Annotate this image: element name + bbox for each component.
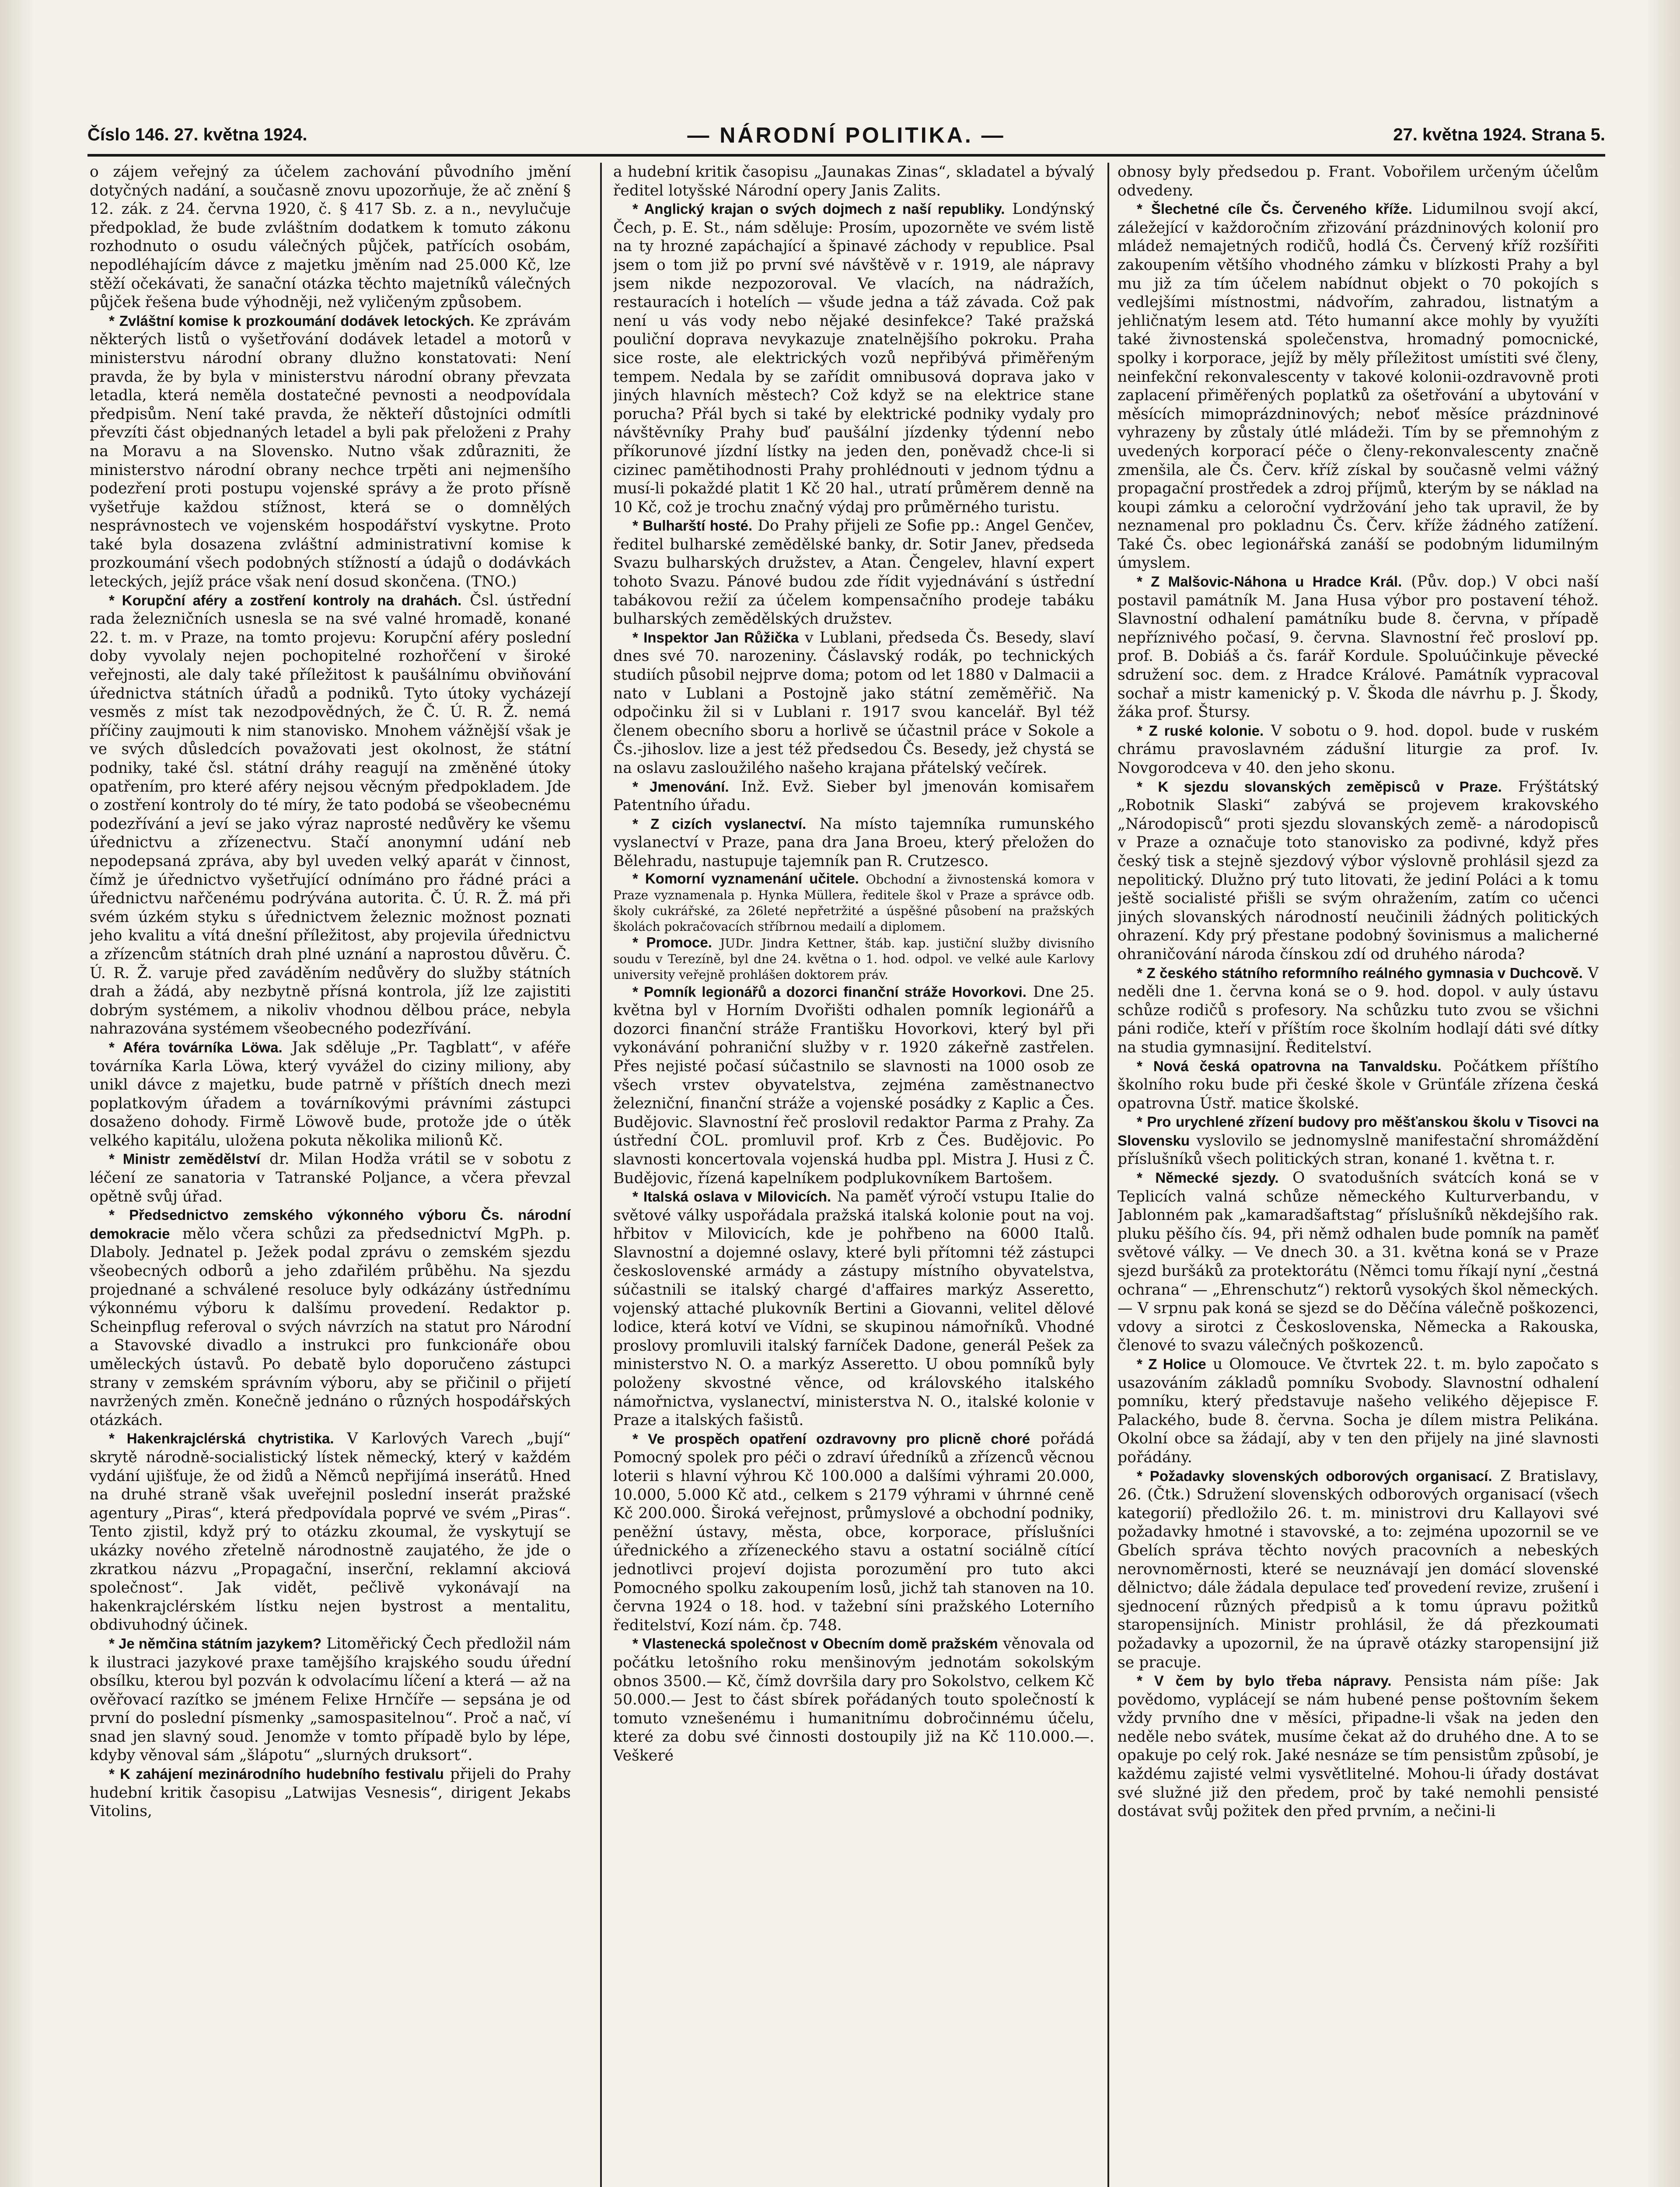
article-paragraph bbox=[613, 1188, 1094, 1430]
article-body: V Karlových Varech „bují“ skrytě národně-socialistický lístek německý, který v každém vydání ujišťuje, že od židů a Němců nepřijímá inserátů. Hned na druhé straně však uveřejnil poslední inserát pražské agentury „Piras“, která předpovídala poprvé ve svém „Piras“. Tento zjistil, když prý to otázku zkoumal, že vyskytují se ukázky nového zřetelně národnostně zaujatého, že jde o zkratkou názvu „Propagační, inserční, reklamní akciová společnost“. Jak vidět, pečlivě vykonávají na hakenkrajclérském lístku nejen bystrost a mentalitu, obdivuhodný účinek. bbox=[90, 1430, 571, 1634]
article-heading: * Korupční aféry a zostření kontroly na drahách. bbox=[109, 592, 462, 608]
page-edge-shadow-right bbox=[1645, 0, 1680, 2187]
article-body: Dne 25. května byl v Horním Dvořišti odhalen pomník legionářů a dozorci finanční stráže Františku Hovorkovi, který byl při vykonávání pohraniční služby v r. 1920 zákeřně zastřelen. Přes nejisté počasí súčastnilo se slavnosti na 1000 osob ze všech vrstev obyvatelstva, zejména zaměstnanectvo železniční, finanční stráže a vojenské posádky z Kaplic a Čes. Budějovic. Slavnostní řeč proslovil redaktor Parma z Prahy. Za ústřední ČOL. promluvil prof. Krb z Čes. Budějovic. Po slavnosti koncertovala vojenská hudba ppl. Mistra J. Husi z Č. Budějovic, řízená kapelníkem podplukovníkem Bartošem. bbox=[613, 983, 1094, 1187]
article-paragraph bbox=[613, 1635, 1094, 1765]
article-body: Obchodní a živnostenská komora v Praze vyznamenala p. Hynka Müllera, ředitele škol v Praze a správce odb. školy cukrářské, za 26leté nepřetržité a úspěšné působení na pražských školách pokračovacích stříbrnou medailí a diplomem. bbox=[613, 872, 1094, 934]
article-paragraph bbox=[1118, 778, 1599, 964]
article-paragraph bbox=[613, 1430, 1094, 1635]
article-body: Na paměť výročí vstupu Italie do světové války uspořádala pražská italská kolonie pout na voj. hřbitov v Milovicích, kde je pohřbeno na 6000 Italů. Slavnostní a dojemné oslavy, které byli přítomni též zástupci československé armády a zástupy místního obyvatelstva, súčastnili se italský chargé d'affaires markýz Asseretto, vojenský attaché plukovník Bertini a Giovanni, velitel dělové lodice, která kotví ve Vídni, se skupinou námořníků. Vhodné proslovy promluvili italský farníček Dadone, generál Pešek za ministerstvo N. O. a markýz Asseretto. U obou pomníků byly položeny skvostné věnce, od královského italského námořnictva, vyslanectví, ministerstva N. O., italské kolonie v Praze a italských fašistů. bbox=[613, 1188, 1094, 1429]
article-body: V sobotu o 9. hod. dopol. bude v ruském chrámu pravoslavném zádušní liturgie za prof. Iv. Novgorodceva v 40. den jeho skonu. bbox=[1118, 722, 1599, 777]
article-heading: * Ve prospěch opatření ozdravovny pro plicně choré bbox=[632, 1430, 1030, 1447]
article-body: mělo včera schůzi za předsednictví MgPh. p. Dlaboly. Jednatel p. Ježek podal zprávu o zemském sjezdu všeobecných odborů a jeho zdařilém průběhu. Na sjezdu projednané a schválené resoluce byly odkázány ústřednímu výkonnému výboru k dalšímu provedení. Redaktor p. Scheinpflug referoval o svých návrzích na statut pro Národní a Stavovské divadlo a instrukci pro funkcionáře obou uměleckých ústavů. Po debatě bylo doporučeno zástupci strany v zemském správním výboru, aby se přičinil o přijetí navržených změn. Konečně jednáno o různých hospodářských otázkách. bbox=[90, 1225, 571, 1429]
article-heading: * Německé sjezdy. bbox=[1137, 1170, 1279, 1186]
article-body: pořádá Pomocný spolek pro péči o zdraví úředníků a zřízenců věcnou loterii s hlavní výhrou Kč 100.000 a dalšími výhrami 20.000, 10.000, 5.000 Kč atd., celkem s 2179 výhrami v úhrnné ceně Kč 200.000. Široká veřejnost, průmyslové a obchodní podniky, peněžní ústavy, města, obce, korporace, příslušníci úřednického a zřízeneckého stavu a ostatní sociálně cítící jednotlivci projeví dojista porozumění pro tuto akci Pomocného spolku zakoupením losů, jichž tah stanoven na 10. června 1924 o 18. hod. v tažební síni pražského Loterního ředitelství, Kozí nám. čp. 748. bbox=[613, 1430, 1094, 1634]
article-heading: * Z Holice bbox=[1137, 1356, 1206, 1372]
article-body: Čsl. ústřední rada železničních usnesla se na své valné hromadě, konané 22. t. m. v Praze, na tomto projevu: Korupční aféry poslední doby vyvolaly nejen pochopitelné rozhořčení v široké veřejnosti, ale daly také příležitost k paušálnímu obviňování úřednictva státních úřadů a podniků. Tyto útoky vycházejí vesměs z míst tak nezodpovědných, že Č. Ú. R. Ž. nemá příčiny zaujmouti k nim stanovisko. Mnohem vážnější však je ve svých důsledcích považovati jest okolnost, že státní podniky, také čsl. státní dráhy reagují na změněné útoky opatřením, pro které aféry nejsou věcným předpokladem. Jde o zostření kontroly do té míry, že tato podobá se všeobecnému podezřívání a jeví se jako výraz naprosté nedůvěry ke všemu úřednictvu a zřízenectvu. Stačí anonymní udání neb nepodepsaná zpráva, aby byl uveden velký aparát v činnost, čímž je úřednictvo vyšetřující odnímáno pro řádné práci a úřednictvu nařčenému podrývána autorita. Č. Ú. R. Ž. má při svém úzkém styku s úřednictvem železnic možnost poznati jeho kvalitu a vítá dnešní příležitost, aby projevila úřednictvu a zřízencům státních drah plné uznání a naprostou důvěru. Č. Ú. R. Ž. varuje před zaváděním nedůvěry do služby státních drah a žádá, aby nezbytně přísná kontrola, jíž lze zajistiti dobrým systémem, a nikoliv vhodnou dělbou práce, nebyla nahrazována systémem všeobecného podezřívání. bbox=[90, 591, 571, 1038]
article-paragraph bbox=[1118, 1355, 1599, 1467]
article-body: vyslovilo se jednomyslně manifestační shromáždění příslušníků všech politických stran, konané 1. května t. r. bbox=[1118, 1132, 1599, 1168]
article-heading: * K sjezdu slovanských zeměpisců v Praze. bbox=[1137, 778, 1502, 795]
article-body: a hudební kritik časopisu „Jaunakas Zinas“, skladatel a bývalý ředitel lotyšské Národní opery Janis Zalits. bbox=[613, 163, 1094, 199]
article-body: Pensista nám píše: Jak povědomo, vyplácejí se nám hubené pense poštovním šekem vždy prvního dne v měsíci, připadne-li však na jeden den neděle nebo svátek, musíme čekat až do druhého dne. A to se opakuje po celý rok. Jaké nesnáze se tím pensistům způsobí, je každému zajisté velmi vysvětlitelné. Mohou-li úřady dostávat své služné již den předem, proč by také nemohli pensisté dostávat svůj požitek den před prvním, a nečini-li bbox=[1118, 1672, 1599, 1820]
page-edge-shadow-left bbox=[0, 0, 35, 2187]
article-body: přijeli do Prahy hudební kritik časopisu „Latwijas Vesnesis“, dirigent Jekabs Vitolins, bbox=[90, 1765, 571, 1820]
article-body: v Lublani, předseda Čs. Besedy, slaví dnes své 70. narozeniny. Čáslavský rodák, po technických studiích působil nejprve doma; potom od let 1880 v Dalmacii a nato v Lublani a Postojně jako státní zeměměřič. Na odpočinku žil si v Lublani r. 1917 svou kancelář. Byl též členem obecního sboru a horlivě se účastnil práce v Sokole a Čs.-jihoslov. lize a jest též předsedou Čs. Besedy, jež chystá se na oslavu zasloužilého našeho krajana přátelský večírek. bbox=[613, 629, 1094, 777]
article-heading: * Zvláštní komise k prozkoumání dodávek letockých. bbox=[109, 312, 475, 329]
article-body: dr. Milan Hodža vrátil se v sobotu z léčení ze sanatoria v Tatranské Poljance, a včera převzal opětně svůj úřad. bbox=[90, 1150, 571, 1205]
article-paragraph bbox=[90, 1765, 571, 1821]
article-heading: * Z českého státního reformního reálného gymnasia v Duchcově. bbox=[1137, 964, 1583, 981]
article-paragraph bbox=[613, 778, 1094, 815]
article-heading: * Inspektor Jan Růžička bbox=[632, 629, 799, 646]
article-paragraph bbox=[90, 1038, 571, 1150]
article-heading: * Promoce. bbox=[632, 934, 712, 950]
article-body: o zájem veřejný za účelem zachování původního jmění dotyčných nadání, a současně znovu upozorňuje, že ač znění § 12. zák. z 24. června 1920, č. § 417 Sb. z. a n., nevylučuje předpoklad, že bude zvláštním dodatkem k tomuto zákonu rozhodnuto o osudu válečných půjček, patřících osobám, nepodléhajícím dávce z majetku jměním nad 25.000 Kč, lze stěží očekávati, že sanační otázka těchto majetníků válečných půjček řešena bude výhodněji, než vyličeným způsobem. bbox=[90, 163, 571, 311]
article-body: V neděli dne 1. června koná se o 9. hod. dopol. v auly ústavu schůze rodičů s profesory. Na schůzku tuto zvou se všichni páni rodiče, kteří v příštím roce školním hodlají dáti své dítky na studia gymnasijní. Ředitelství. bbox=[1118, 964, 1599, 1056]
article-body: u Olomouce. Ve čtvrtek 22. t. m. bylo započato s usazováním základů pomníku Svobody. Slavnostní odhalení pomníku, který představuje našeho velikého dějepisce F. Palackého, bude 8. června. Socha je dílem mistra Pelikána. Okolní obce sa žádají, aby v ten den přijely na jiné slavnosti pořádány. bbox=[1118, 1356, 1599, 1466]
article-heading: * V čem by bylo třeba nápravy. bbox=[1137, 1673, 1392, 1689]
article-heading: * Je němčina státním jazykem? bbox=[109, 1635, 322, 1652]
article-heading: * Pro urychlené zřízení budovy pro měšťanskou školu v Tisovci na Slovensku bbox=[1118, 1114, 1599, 1149]
article-paragraph bbox=[1118, 964, 1599, 1057]
article-heading: * Aféra továrníka Löwa. bbox=[109, 1039, 283, 1055]
article-heading: * Nová česká opatrovna na Tanvaldsku. bbox=[1137, 1058, 1442, 1074]
article-paragraph bbox=[613, 629, 1094, 778]
article-paragraph bbox=[90, 1429, 571, 1635]
article-heading: * Ministr zemědělství bbox=[109, 1151, 261, 1167]
column-divider-2 bbox=[1107, 163, 1109, 2187]
article-paragraph bbox=[1118, 200, 1599, 573]
article-paragraph bbox=[1118, 1467, 1599, 1672]
article-heading: * K zahájení mezinárodního hudebního festivalu bbox=[109, 1766, 444, 1782]
article-paragraph bbox=[1118, 722, 1599, 778]
article-body: Inž. Evž. Sieber byl jmenován komisařem Patentního úřadu. bbox=[613, 778, 1094, 814]
article-paragraph bbox=[613, 871, 1094, 935]
article-heading: * Vlastenecká společnost v Obecním domě pražském bbox=[632, 1635, 998, 1652]
article-body: Počátkem příštího školního roku bude při české škole v Grünťále zřízena česká opatrovna Ústř. matice školské. bbox=[1118, 1057, 1599, 1112]
article-paragraph bbox=[1118, 1672, 1599, 1821]
article-heading: * Jmenování. bbox=[632, 778, 729, 795]
article-paragraph bbox=[1118, 1113, 1599, 1169]
article-body: O svatodušních svátcích koná se v Teplicích valná schůze německého Kulturverbandu, v Jablonném pak „kamaradšaftstag“ příslušníků někdejšího rak. pluku pěšího čís. 94, při němž odhalen bude pomník na paměť světové války. — Ve dnech 30. a 31. května koná se v Praze sjezd buršáků za protektorátu (Němci tomu říkají nyní „čestná ochrana“ — „Ehrenschutz“) rektorů vysokých škol německých. — V srpnu pak koná se sjezd se do Děčína válečně poškozenci, vdovy a sirotci z Československa, Německa a Rakouska, členové to svazu válečných poškozenců. bbox=[1118, 1169, 1599, 1355]
column-divider-1 bbox=[600, 163, 602, 2187]
article-paragraph bbox=[613, 815, 1094, 871]
text-column-2 bbox=[613, 163, 1094, 2187]
article-paragraph bbox=[613, 517, 1094, 629]
article-paragraph bbox=[90, 1635, 571, 1765]
article-heading: * Bulharští hosté. bbox=[632, 517, 753, 534]
article-heading: * Italská oslava v Milovicích. bbox=[632, 1188, 831, 1205]
article-body: Do Prahy přijeli ze Sofie pp.: Angel Genčev, ředitel bulharské zemědělské banky, dr. Sotir Janev, předseda Svazu bulharských družstev, a Atan. Čengelev, hlavní expert tohoto Svazu. Pánové budou zde řídit vyjednávání s ústřední tabákovou režií za účelem kompensačního prodeje tabáku bulharských zemědělských družstev. bbox=[613, 517, 1094, 628]
article-body: Z Bratislavy, 26. (Čtk.) Sdružení slovenských odborových organisací (všech kategorií) předložilo 26. t. m. ministrovi dru Kallayovi své požadavky hmotné i stavovské, a to: zejména upozornil se ve Gbelích správa těchto nových pracovních a nebeských nerovnoměrnosti, které se neuznávají jen domácí slovenské dělnictvo; dále žádala depulace teď provedení revize, zrušení i sjednocení různých předpisů a k tomu úpravu požitků staropensijních. Ministr prohlásil, že dá přezkoumati požadavky a upozornil, že na úpravě otázky staropensijní již se pracuje. bbox=[1118, 1467, 1599, 1671]
article-body: Na místo tajemníka rumunského vyslanectví v Praze, pana dra Jana Broeu, který přeložen do Bělehradu, nastupuje tajemník pan R. Crutzesco. bbox=[613, 815, 1094, 870]
article-paragraph bbox=[1118, 1057, 1599, 1113]
article-paragraph bbox=[90, 1150, 571, 1206]
text-column-1 bbox=[90, 163, 571, 2187]
article-heading: * Komorní vyznamenání učitele. bbox=[632, 870, 859, 887]
article-body: Jak sděluje „Pr. Tagblatt“, v aféře továrníka Karla Löwa, který vyvážel do ciziny miliony, aby unikl dávce z majetku, bude patrně v příštích dnech mezi poplatkovým úřadem a továrníkovými právními zástupci dosaženo dohody. Firmě Löwově bude, protože jde o útěk velkého kapitálu, uložena pokuta několika milionů Kč. bbox=[90, 1038, 571, 1149]
issue-number-date: Číslo 146. 27. května 1924. bbox=[87, 125, 307, 144]
article-heading: * Pomník legionářů a dozorci finanční stráže Hovorkovi. bbox=[632, 983, 1027, 1000]
newspaper-title: — NÁRODNÍ POLITIKA. — bbox=[687, 123, 1006, 147]
article-body: Lidumilnou svojí akcí, záležející v každoročním zřizování prázdninových kolonií pro mládež nemajetných rodičů, hodlá Čs. Červený kříž rozšířiti zakoupením většího vhodného zámku v blízkosti Prahy a byl mu již za tím účelem nabídnut objekt o 70 pokojích s vedlejšími místnostmi, nádvořím, zahradou, listnatým a jehličnatým lesem atd. Této humanní akce mohly by využíti také živnostenská společenstva, hromadný pomocnické, spolky i korporace, jejíž by měly příležitost umístiti své členy, neinfekční rekonvalescenty v takové kolonii-ozdravovně proti zaplacení přiměřených poplatků za ošetřování a ubytování v měsících mimoprázdninových; neboť měsíce prázdninové vyhrazeny by zůstaly útlé mládeži. Tím by se přemnohým z uvedených korporací péče o členy-rekonvalescenty značně zmenšila, ale Čs. Červ. kříž získal by současně velmi vážný propagační prostředek a zdroj příjmů, kterým by se náklad na koupi zámku a celoroční vydržování jeho tak upravil, že by neznamenal pro pokladnu Čs. Červ. kříže žádného zatížení. Také Čs. obec legionářská zanáší se podobným lidumilným úmyslem. bbox=[1118, 200, 1599, 572]
article-body: obnosy byly předsedou p. Frant. Vobořilem určeným účelům odvedeny. bbox=[1118, 163, 1599, 199]
article-paragraph bbox=[90, 1206, 571, 1429]
article-paragraph bbox=[613, 200, 1094, 517]
article-heading: * Požadavky slovenských odborových organisací. bbox=[1137, 1467, 1492, 1484]
article-paragraph bbox=[1118, 1169, 1599, 1355]
article-body: (Pův. dop.) V obci naší postavil památník M. Jana Husa výbor pro postavení téhož. Slavnostní odhalení památníku bude 8. června, v případě nepříznivého počasí, 9. června. Slavnostní řeč prosloví pp. prof. B. Dobiáš a čs. farář Kordule. Spoluúčinkuje pěvecké sdružení soc. dem. z Hradce Králové. Památník vypracoval sochař a mistr kamenický p. V. Škoda dle návrhu p. J. Škody, žáka prof. Štursy. bbox=[1118, 573, 1599, 721]
article-paragraph bbox=[90, 163, 571, 312]
article-body: Frýštátský „Robotnik Slaski“ zabývá se projevem krakovského „Národopisců“ proti sjezdu slovanských země- a národopisců v Praze a označuje toto stanovisko za podivné, když přes český tisk a stejně sjezdový výbor výslovně prohlásil sjezd za nepolitický. Dlužno prý tuto litovati, že jediní Poláci a k tomu ještě socialisté přišli se svým ohražením, zatím co učenci jiných slovanských národností neučinili žádných politických ohrazení. Kdy prý přestane podobný šovinismus a malicherné ohraničování národa čínskou zdí od druhého národa? bbox=[1118, 778, 1599, 963]
article-body: věnovala od počátku letošního roku menšinovým jednotám sokolským obnos 3500.— Kč, čímž dovršila dary pro Sokolstvo, celkem Kč 50.000.— Jest to část sbírek pořádaných touto společností k tomuto vznešenému i humanitnímu dobročinnému účelu, které za dobu své činnosti dostoupily již na Kč 110.000.—. Veškeré bbox=[613, 1635, 1094, 1764]
page-date-number: 27. května 1924. Strana 5. bbox=[1393, 125, 1605, 144]
text-column-3 bbox=[1118, 163, 1599, 2187]
article-body: Ke zprávám některých listů o vyšetřování dodávek letadel a motorů v ministerstvu národní obrany dlužno konstatovati: Není pravda, že by byla v ministerstvu národní obrany převzata letadla, která neměla dostatečné pevnosti a neodpovídala předpisům. Není také pravda, že někteří důstojníci odmítli převzíti část objednaných letadel a byli pak přeloženi z Prahy na Moravu a na Slovensko. Nutno však zdůrazniti, že ministerstvo národní obrany nechce trpěti ani nejmenšího podezření proti postupu vojenské správy a že proto přísně vyšetřuje každou stížnost, která se o domnělých nesprávnostech ve vojenském hospodářství vyskytne. Proto také byla dosazena zvláštní administrativní komise k prozkoumání všech podobných stížností a údajů o dodávkách leteckých, jejíž práce však není dosud skončena. (TNO.) bbox=[90, 312, 571, 591]
header-rule bbox=[87, 154, 1605, 157]
article-heading: * Z cizích vyslanectví. bbox=[632, 815, 807, 832]
article-body: Litoměřický Čech předložil nám k ilustraci jazykové praxe tamějšího krajského soudu úřední obsílku, kterou byl pozván k odvolacímu líčení a která — až na ověřovací razítko se jménem Felixe Hrnčíře — sepsána je od první do poslední písmenky „samospasitelnou“. Proč a nač, ví snad jen slavný soud. Jenomže v tomto případě bylo by lépe, kdyby věnoval sám „šlápotu“ „slurných druksort“. bbox=[90, 1635, 571, 1764]
article-heading: * Hakenkrajclérská chytristika. bbox=[109, 1430, 334, 1447]
article-paragraph bbox=[90, 591, 571, 1038]
article-paragraph bbox=[613, 983, 1094, 1188]
article-paragraph bbox=[613, 163, 1094, 200]
article-paragraph bbox=[613, 935, 1094, 983]
article-heading: * Z Malšovic-Náhona u Hradce Král. bbox=[1137, 573, 1402, 590]
article-body: JUDr. Jindra Kettner, štáb. kap. justiční služby divisního soudu v Terezíně, byl dne 24. května o 1. hod. odpol. ve velké aule Karlovy university veřejně prohlášen doktorem práv. bbox=[613, 936, 1094, 982]
article-heading: * Anglický krajan o svých dojmech z naší republiky. bbox=[632, 201, 1005, 217]
article-body: Londýnský Čech, p. E. St., nám sděluje: Prosím, upozorněte ve svém listě na ty hrozné zapáchající a špinavé záchody v republice. Psal jsem o tom již po první své návštěvě v r. 1919, ale nápravy jsem nikde nezpozoroval. Ve vlacích, na nádražích, restauracích i hotelích — všude jedna a táž závada. Což pak není u vás vody nebo nějaké desinfekce? Také pražská pouliční doprava nevykazuje znatelnějšího pokroku. Praha sice roste, ale elektrických vozů nepřibývá přiměřeným tempem. Nedala by se zařídit omnibusová doprava jako v jiných hlavních městech? Což když se na elektrice stane porucha? Přál bych si také by elektrické podniky vydaly pro návštěvníky Prahy buď paušální jízdenky týdenní nebo příkorunové jízdní lístky na jeden den, poněvadž chce-li si cizinec pamětihodnosti Prahy prohlédnouti v jednom týdnu a musí-li pokaždé platit 1 Kč 20 hal., utratí průměrem denně na 10 Kč, což je trochu značný výdaj pro průměrného turistu. bbox=[613, 200, 1094, 516]
article-paragraph bbox=[90, 312, 571, 591]
article-heading: * Šlechetné cíle Čs. Červeného kříže. bbox=[1137, 201, 1412, 217]
page-header bbox=[87, 125, 1605, 154]
article-paragraph bbox=[1118, 573, 1599, 722]
article-heading: * Z ruské kolonie. bbox=[1137, 722, 1264, 739]
article-paragraph bbox=[1118, 163, 1599, 200]
article-heading: * Předsednictvo zemského výkonného výboru Čs. národní demokracie bbox=[90, 1207, 571, 1242]
